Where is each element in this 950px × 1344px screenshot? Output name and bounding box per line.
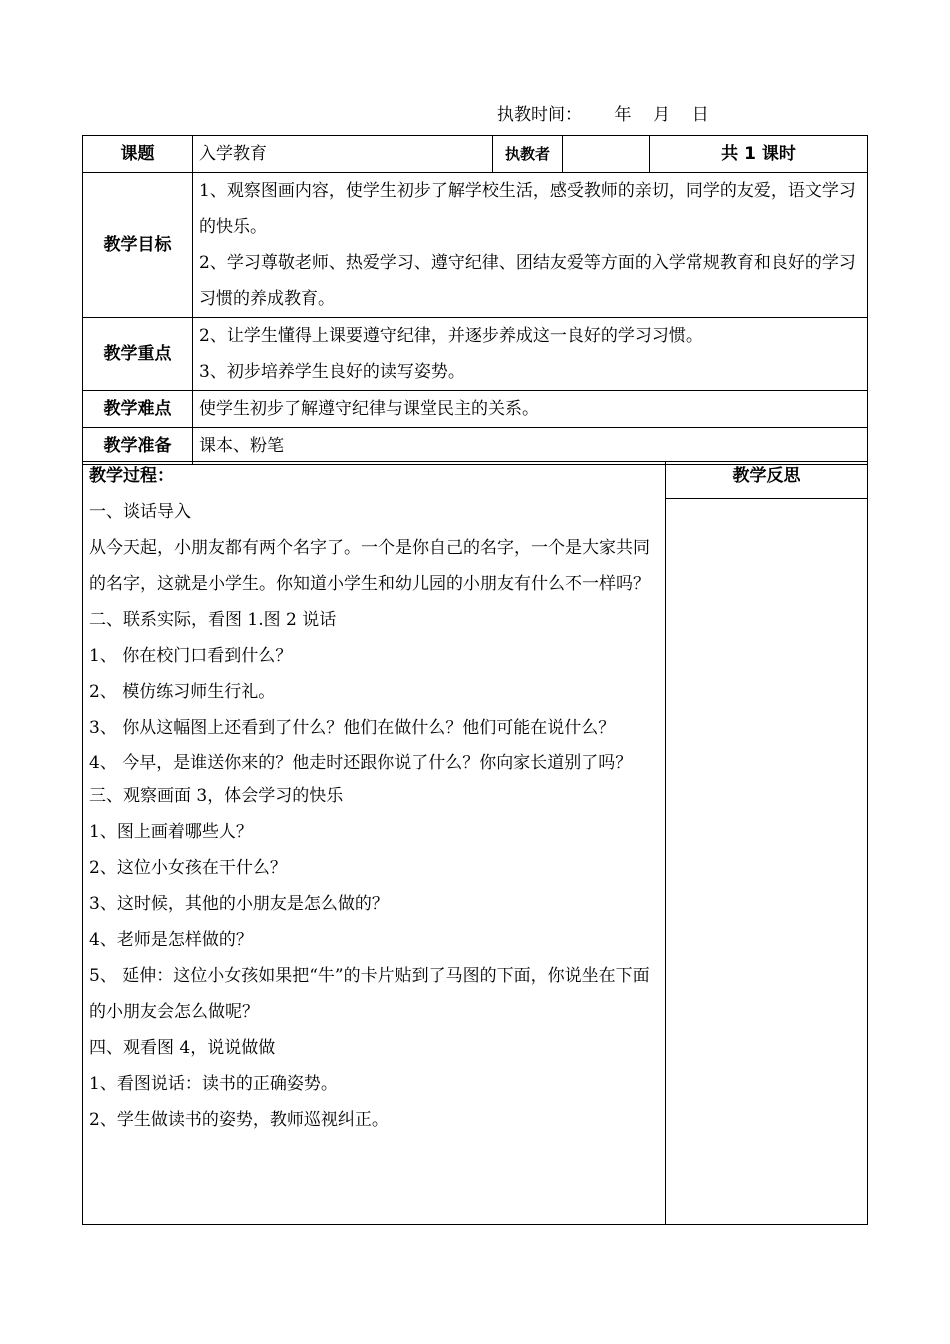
- process-line: 一、谈话导入: [89, 502, 191, 522]
- process-line: 3、这时候，其他的小朋友是怎么做的？: [89, 894, 389, 914]
- focus-item-1: 2、让学生懂得上课要遵守纪律，并逐步养成这一良好的学习习惯。: [199, 326, 703, 346]
- process-line: 2、这位小女孩在干什么？: [89, 858, 287, 878]
- day-label: 日: [691, 105, 709, 125]
- lesson-info-table: [82, 135, 868, 465]
- goals-cell: [193, 173, 868, 318]
- difficulty-label: 教学难点: [83, 391, 193, 428]
- difficulty-row: [83, 391, 868, 428]
- process-line: 2、 模仿练习师生行礼。: [89, 682, 276, 702]
- periods-count: 共 1 课时: [650, 136, 868, 173]
- prep-row: [83, 428, 868, 465]
- process-line: 5、 延伸：这位小女孩如果把“牛”的卡片贴到了马图的下面，你说坐在下面的小朋友会怎么做呢？: [89, 966, 650, 1022]
- goals-label: 教学目标: [83, 173, 193, 318]
- goal-item-2: 2、学习尊敬老师、热爱学习、遵守纪律、团结友爱等方面的入学常规教育和良好的学习习惯的养成教育。: [199, 253, 856, 309]
- process-line: 3、 你从这幅图上还看到了什么？他们在做什么？他们可能在说什么？: [89, 718, 616, 738]
- topic-row: [83, 136, 868, 173]
- teaching-process-table: [82, 461, 868, 1225]
- process-line: 4、 今早，是谁送你来的？他走时还跟你说了什么？你向家长道别了吗？: [89, 753, 633, 773]
- focus-cell: [193, 318, 868, 391]
- reflection-title: 教学反思: [666, 462, 867, 499]
- process-line: 1、 你在校门口看到什么？: [89, 646, 293, 666]
- process-line: 2、学生做读书的姿势，教师巡视纠正。: [89, 1110, 389, 1130]
- topic-value: 入学教育: [193, 136, 493, 173]
- execution-time-label: 执教时间：: [497, 105, 582, 125]
- process-line: 1、图上画着哪些人？: [89, 822, 253, 842]
- process-line: 4、老师是怎样做的？: [89, 930, 253, 950]
- goals-row: [83, 173, 868, 318]
- process-line: 二、联系实际，看图 1.图 2 说话: [89, 610, 337, 630]
- reflection-cell: [666, 462, 868, 1225]
- prep-value: 课本、粉笔: [193, 428, 868, 465]
- process-line: 从今天起，小朋友都有两个名字了。一个是你自己的名字，一个是大家共同的名字，这就是小学生。你知道小学生和幼儿园的小朋友有什么不一样吗？: [89, 538, 650, 594]
- prep-label: 教学准备: [83, 428, 193, 465]
- goal-item-1: 1、观察图画内容，使学生初步了解学校生活，感受教师的亲切，同学的友爱，语文学习的快乐。: [199, 181, 856, 237]
- process-cell: [83, 462, 666, 1225]
- process-line: 四、观看图 4，说说做做: [89, 1038, 276, 1058]
- process-title: 教学过程：: [89, 466, 174, 486]
- process-line: 三、观察画面 3，体会学习的快乐: [89, 786, 344, 806]
- focus-row: [83, 318, 868, 391]
- month-label: 月: [653, 105, 671, 125]
- topic-label: 课题: [83, 136, 193, 173]
- teacher-value: [563, 136, 650, 173]
- focus-item-2: 3、初步培养学生良好的读写姿势。: [199, 362, 465, 382]
- process-line: 1、看图说话：读书的正确姿势。: [89, 1074, 338, 1094]
- focus-label: 教学重点: [83, 318, 193, 391]
- difficulty-value: 使学生初步了解遵守纪律与课堂民主的关系。: [193, 391, 868, 428]
- execution-time-line: [497, 100, 709, 125]
- teacher-label: 执教者: [493, 136, 563, 173]
- year-label: 年: [614, 105, 632, 125]
